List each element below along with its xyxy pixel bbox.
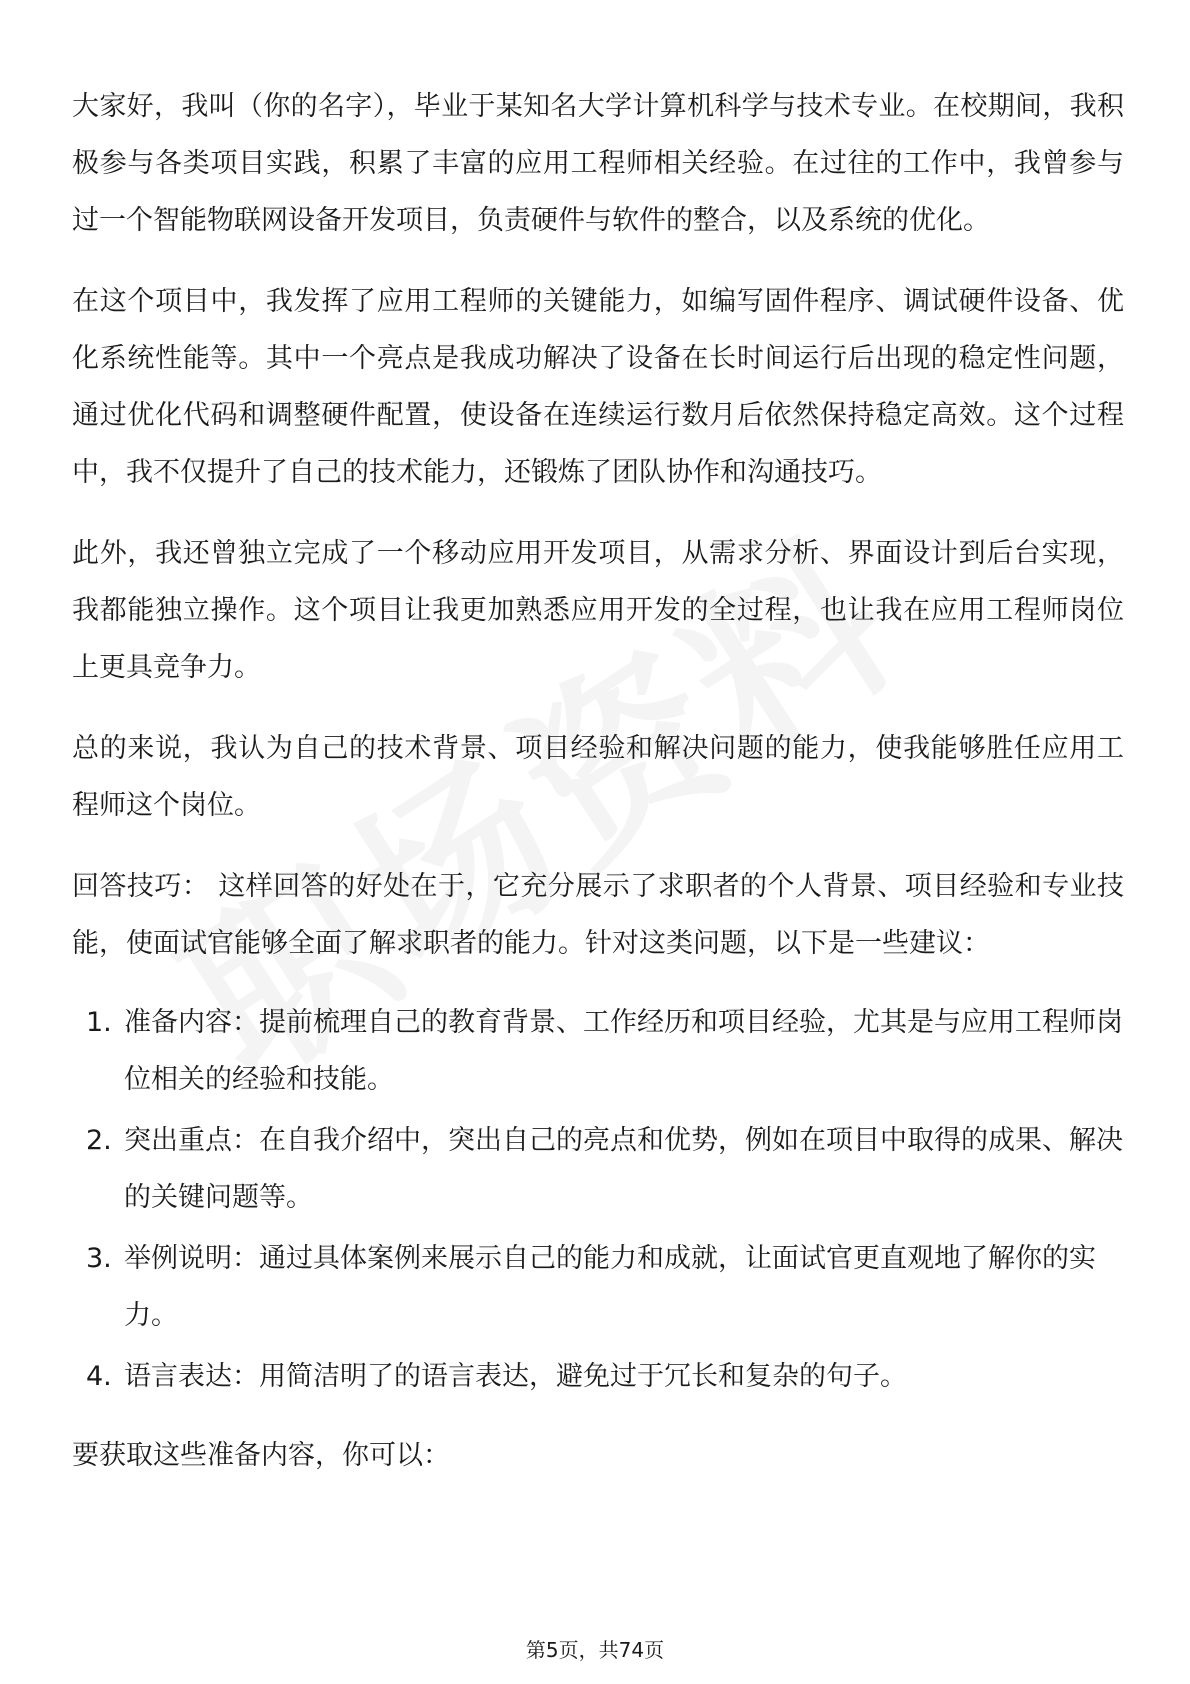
paragraph-project: 在这个项目中，我发挥了应用工程师的关键能力，如编写固件程序、调试硬件设备、优化系统性能等。其中一个亮点是我成功解决了设备在长时间运行后出现的稳定性问题，通过优化代码和调整硬件配置，使设备在连续运行数月后依然保持稳定高效。这个过程中，我不仅提升了自己的技术能力，还锻炼了团队协作和沟通技巧。: [72, 286, 1124, 488]
paragraph-answer-tips: 回答技巧： 这样回答的好处在于，它充分展示了求职者的个人背景、项目经验和专业技能，使面试官能够全面了解求职者的能力。针对这类问题，以下是一些建议：: [72, 871, 1124, 959]
tips-list: [72, 994, 1124, 1405]
list-item-number: 3.: [86, 1243, 112, 1274]
paragraph-closing: 要获取这些准备内容，你可以：: [72, 1440, 450, 1471]
paragraph-mobile-app: 此外，我还曾独立完成了一个移动应用开发项目，从需求分析、界面设计到后台实现，我都能独立操作。这个项目让我更加熟悉应用开发的全过程，也让我在应用工程师岗位上更具竞争力。: [72, 538, 1124, 683]
list-item-number: 2.: [86, 1125, 112, 1156]
paragraph-summary: 总的来说，我认为自己的技术背景、项目经验和解决问题的能力，使我能够胜任应用工程师这个岗位。: [72, 733, 1124, 821]
list-item: [72, 1230, 1124, 1344]
list-item-text: 准备内容：提前梳理自己的教育背景、工作经历和项目经验，尤其是与应用工程师岗位相关的经验和技能。: [124, 1007, 1123, 1095]
list-item-text: 举例说明：通过具体案例来展示自己的能力和成就，让面试官更直观地了解你的实力。: [124, 1243, 1096, 1331]
list-item-number: 1.: [86, 1007, 112, 1038]
list-item: [72, 1112, 1124, 1226]
list-item-text: 突出重点：在自我介绍中，突出自己的亮点和优势，例如在项目中取得的成果、解决的关键问题等。: [124, 1125, 1123, 1213]
list-item: [72, 994, 1124, 1108]
list-item-number: 4.: [86, 1361, 112, 1392]
document-body: [72, 78, 1124, 1508]
list-item: [72, 1348, 1124, 1405]
list-item-text: 语言表达：用简洁明了的语言表达，避免过于冗长和复杂的句子。: [124, 1361, 907, 1392]
page-number-footer: 第5页，共74页: [525, 1638, 665, 1662]
paragraph-intro: 大家好，我叫（你的名字），毕业于某知名大学计算机科学与技术专业。在校期间，我积极参与各类项目实践，积累了丰富的应用工程师相关经验。在过往的工作中，我曾参与过一个智能物联网设备开发项目，负责硬件与软件的整合，以及系统的优化。: [72, 91, 1124, 236]
